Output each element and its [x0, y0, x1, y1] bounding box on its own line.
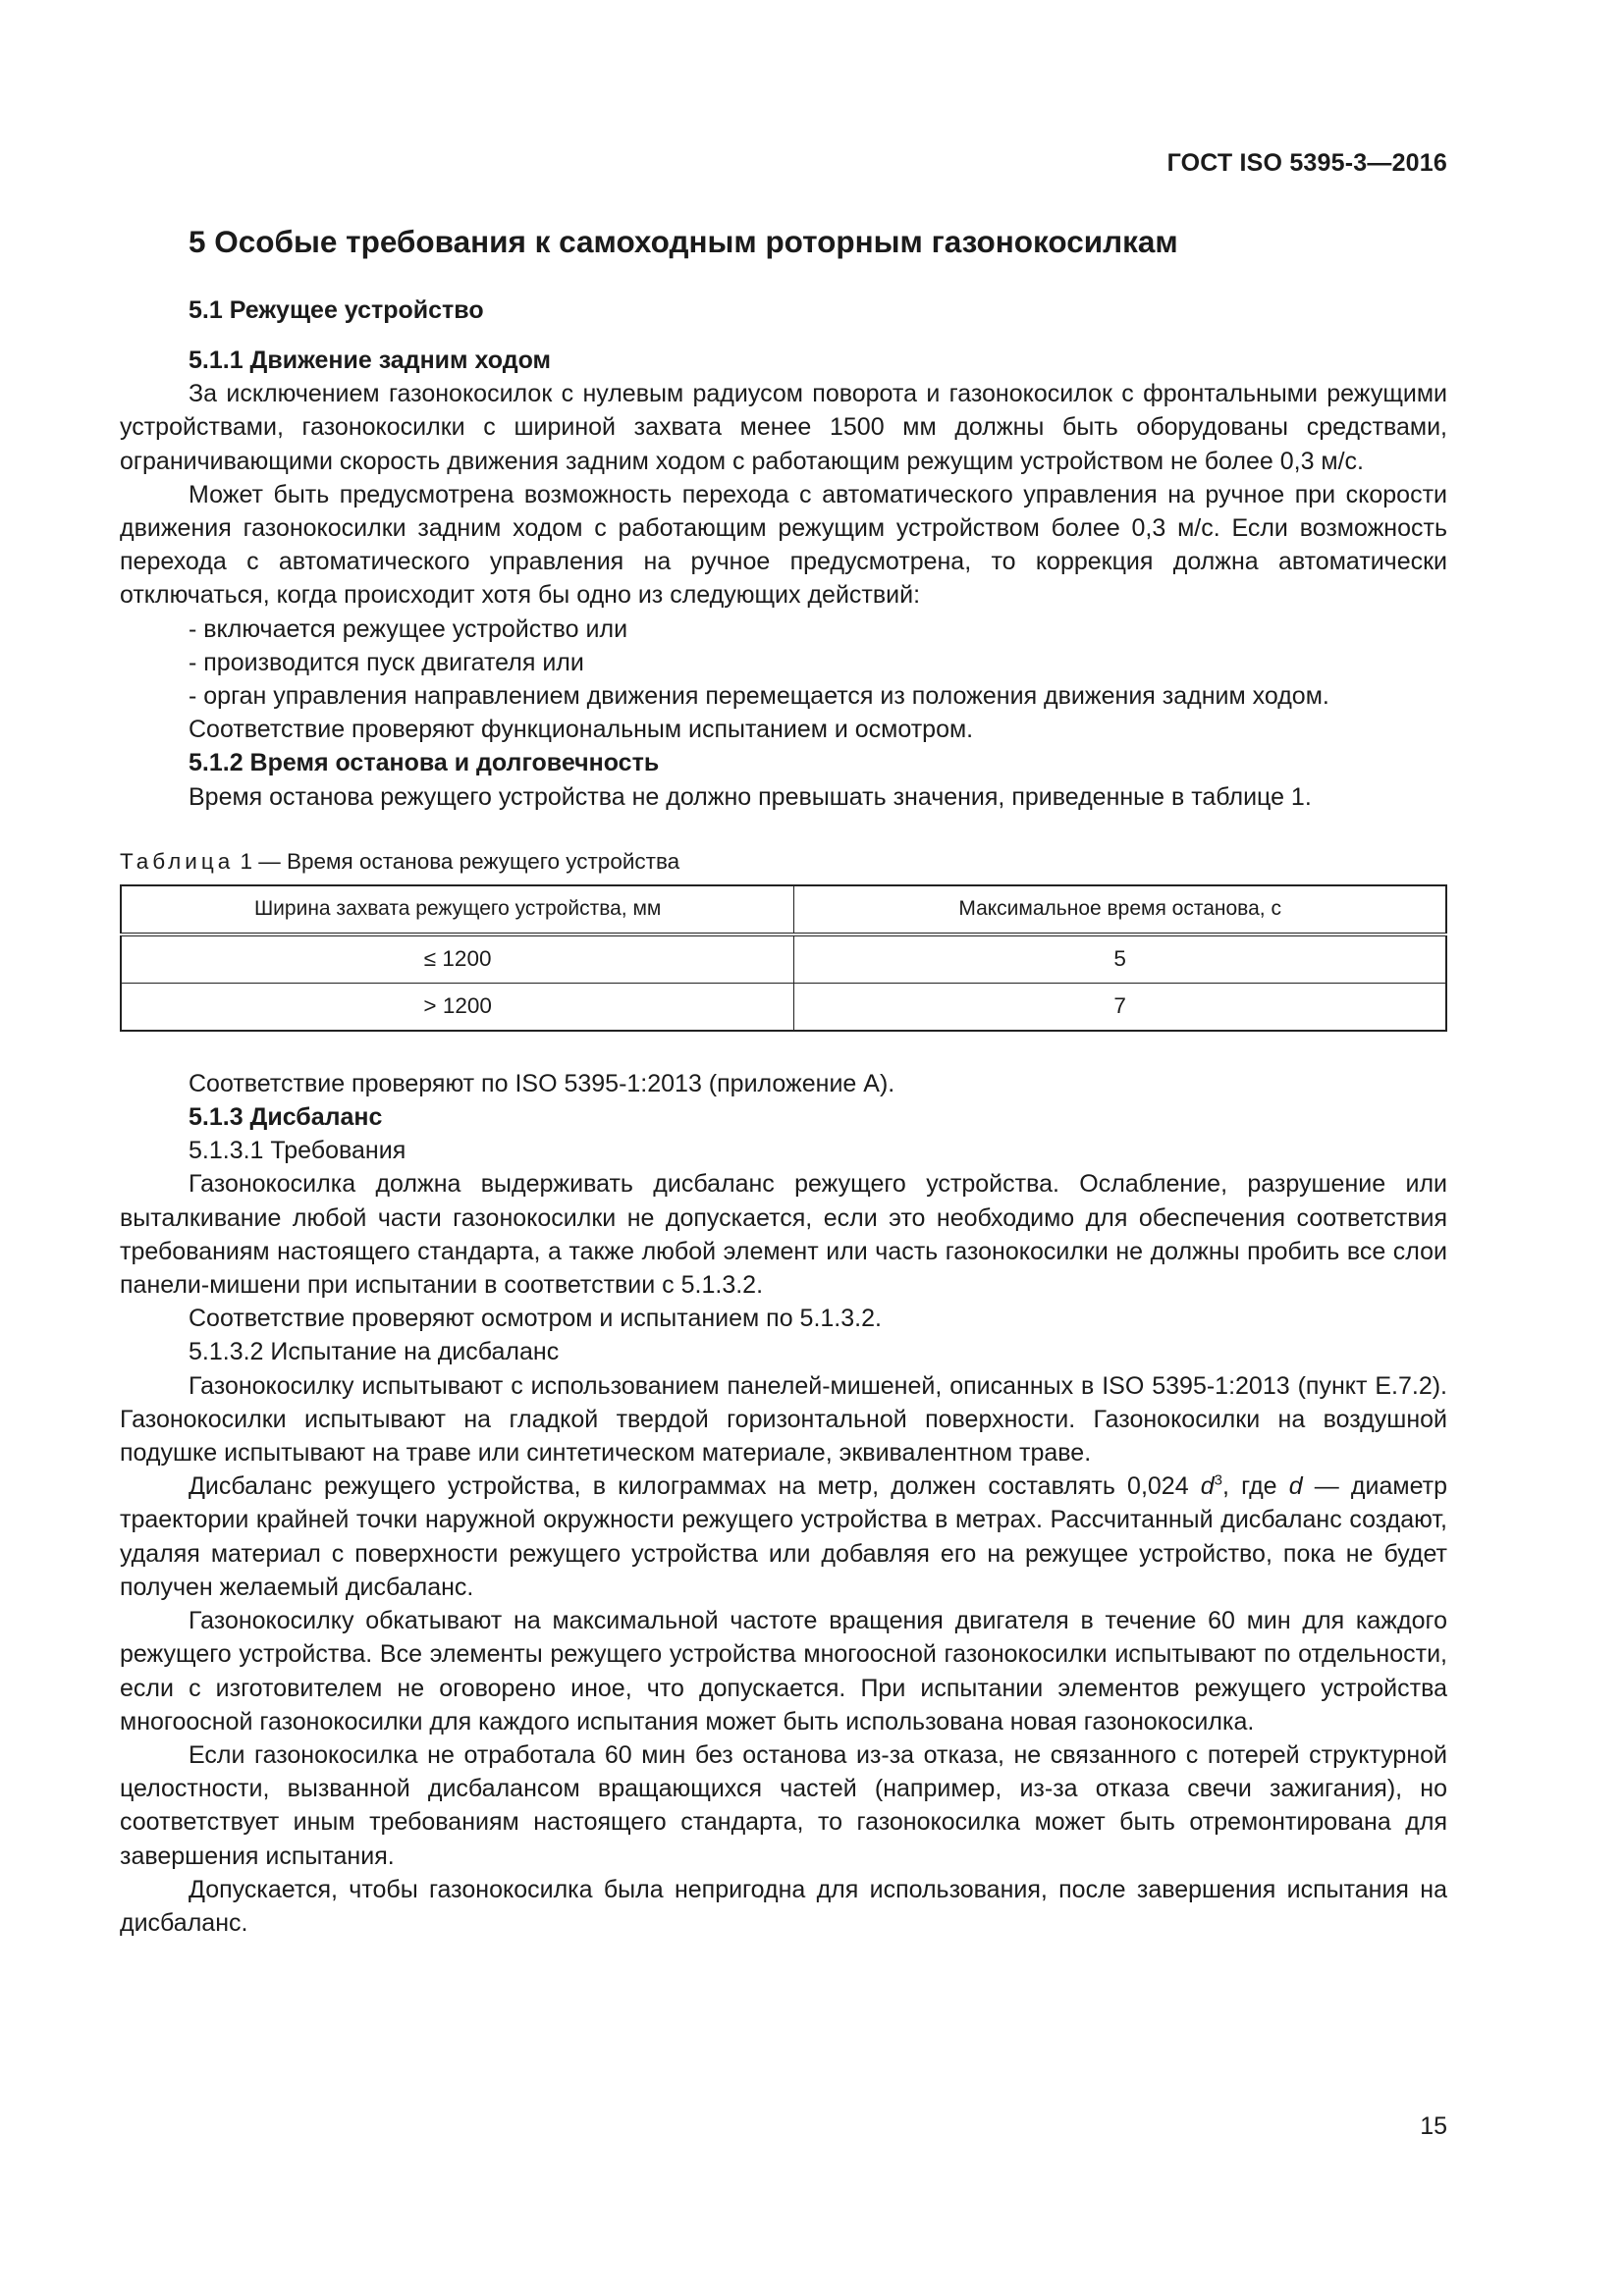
- paragraph: Если газонокосилка не отработала 60 мин без останова из-за отказа, не связанного с потерей структурной целостности, вызванной дисбалансом вращающихся частей (например, из-за отказа свечи зажигания), но соответствует иным требованиям настоящего стандарта, то газонокосилка может быть отремонтирована для завершения испытания.: [120, 1740, 1447, 1870]
- variable-d: d: [1200, 1472, 1215, 1501]
- table-row: [121, 983, 1446, 1031]
- text-run: — диаметр траектории крайней точки наружной окружности режущего устройства в метрах. Рассчитанный дисбаланс создают, удаляя материал с поверхности режущего устройства или добавляя его на режущее устройство, пока не будет получен желаемый дисбаланс.: [120, 1472, 1448, 1601]
- list-item: - производится пуск двигателя или: [189, 648, 584, 676]
- paragraph-formula: [120, 1469, 1447, 1604]
- table-cell: 7: [794, 983, 1446, 1031]
- paragraph: За исключением газонокосилок с нулевым радиусом поворота и газонокосилок с фронтальными режущими устройствами, газонокосилки с шириной захвата менее 1500 мм должны быть оборудованы средствами, ограничивающими скорость движения задним ходом с работающим режущим устройством не более 0,3 м/с.: [120, 380, 1447, 475]
- paragraph: Может быть предусмотрена возможность перехода с автоматического управления на ручное при скорости движения газонокосилки задним ходом с работающим режущим устройством более 0,3 м/с. Если возможность перехода с автоматического управления на ручное предусмотрена, то коррекция должна автоматически отключаться, когда происходит хотя бы одно из следующих действий:: [120, 480, 1447, 610]
- clause-heading-5-1-2: 5.1.2 Время останова и долговечность: [189, 749, 660, 777]
- subsection-heading-5-1: 5.1 Режущее устройство: [189, 296, 484, 324]
- table-header-cell: Максимальное время останова, с: [794, 885, 1446, 934]
- table-cell: > 1200: [121, 983, 794, 1031]
- page-number: 15: [1420, 2112, 1447, 2140]
- exponent: 3: [1214, 1471, 1222, 1489]
- table-header-cell: Ширина захвата режущего устройства, мм: [121, 885, 794, 934]
- paragraph: Время останова режущего устройства не должно превышать значения, приведенные в таблице 1.: [189, 782, 1312, 811]
- table-caption-label: Таблица: [120, 848, 235, 874]
- action-list: [120, 613, 1447, 714]
- page-content: [120, 222, 1447, 1940]
- table-header-row: [121, 885, 1446, 934]
- paragraph: Соответствие проверяют по ISO 5395-1:2013 (приложение А).: [189, 1069, 895, 1097]
- clause-heading-5-1-3: 5.1.3 Дисбаланс: [189, 1103, 383, 1132]
- paragraph: Соответствие проверяют функциональным испытанием и осмотром.: [189, 716, 974, 744]
- stop-time-table: [120, 884, 1447, 1032]
- variable-d: d: [1288, 1472, 1303, 1501]
- text-run: Дисбаланс режущего устройства, в килограммах на метр, должен составлять 0,024: [189, 1472, 1201, 1501]
- table-caption: [120, 847, 1447, 877]
- clause-heading-5-1-1: 5.1.1 Движение задним ходом: [189, 347, 552, 374]
- subclause-heading-5-1-3-1: 5.1.3.1 Требования: [189, 1137, 406, 1165]
- table-caption-text: 1 — Время останова режущего устройства: [234, 848, 680, 874]
- paragraph: Допускается, чтобы газонокосилка была непригодна для использования, после завершения испытания на дисбаланс.: [120, 1875, 1447, 1937]
- table-cell: ≤ 1200: [121, 934, 794, 984]
- table-cell: 5: [794, 934, 1446, 984]
- text-run: , где: [1222, 1472, 1289, 1501]
- paragraph: Газонокосилка должна выдерживать дисбаланс режущего устройства. Ослабление, разрушение или выталкивание любой части газонокосилки не допускается, если это необходимо для обеспечения соответствия требованиям настоящего стандарта, а также любой элемент или часть газонокосилки не должны пробить все слои панели-мишени при испытании в соответствии с 5.1.3.2.: [120, 1170, 1447, 1300]
- paragraph: Газонокосилку обкатывают на максимальной частоте вращения двигателя в течение 60 мин для каждого режущего устройства. Все элементы режущего устройства многоосной газонокосилки испытывают по отдельности, если с изготовителем не оговорено иное, что допускается. При испытании элементов режущего устройства многоосной газонокосилки для каждого испытания может быть использована новая газонокосилка.: [120, 1607, 1447, 1735]
- paragraph: Соответствие проверяют осмотром и испытанием по 5.1.3.2.: [189, 1305, 882, 1333]
- table-row: [121, 934, 1446, 984]
- section-title: 5 Особые требования к самоходным роторным газонокосилкам: [189, 224, 1178, 259]
- list-item: - орган управления направлением движения перемещается из положения движения задним ходом.: [189, 682, 1329, 711]
- list-item: - включается режущее устройство или: [189, 614, 628, 643]
- paragraph: Газонокосилку испытывают с использованием панелей-мишеней, описанных в ISO 5395-1:2013 (пункт E.7.2). Газонокосилки испытывают на гладкой твердой горизонтальной поверхности. Газонокосилки на воздушной подушке испытывают на траве или синтетическом материале, эквивалентном траве.: [120, 1371, 1447, 1468]
- document-code-header: ГОСТ ISO 5395-3—2016: [1166, 149, 1447, 177]
- subclause-heading-5-1-3-2: 5.1.3.2 Испытание на дисбаланс: [189, 1338, 560, 1366]
